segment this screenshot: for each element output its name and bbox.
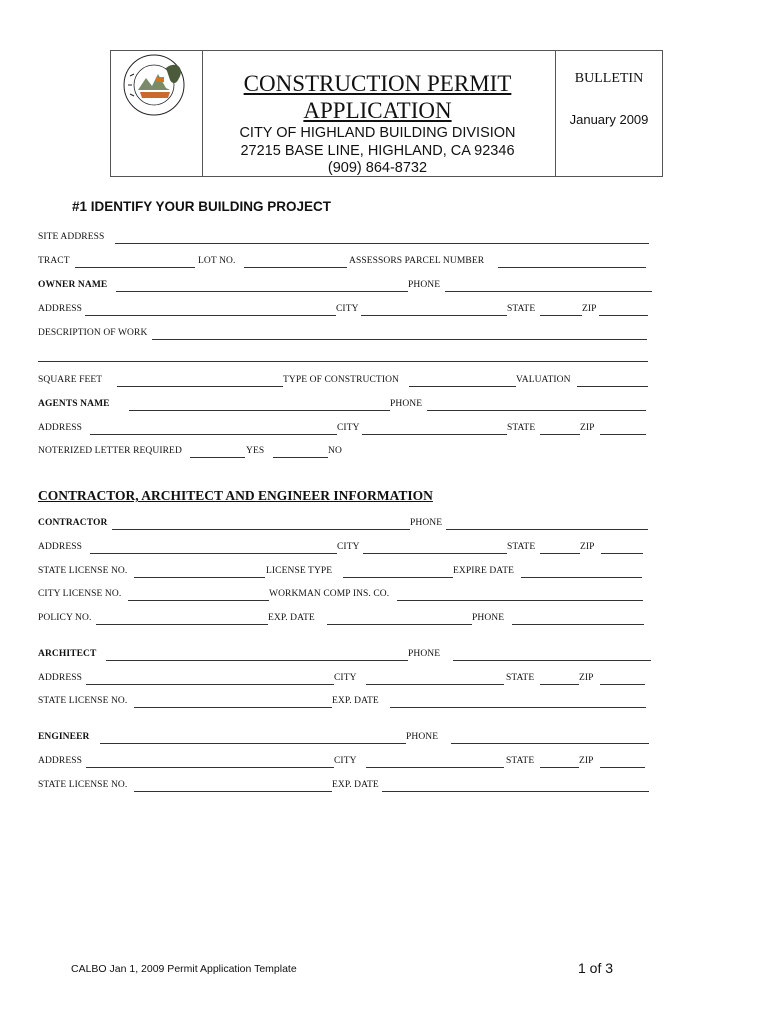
row-owner-name [38,280,658,294]
contractor-label: CONTRACTOR [38,518,108,528]
agent-address-label: ADDRESS [38,423,82,433]
row-tract [38,256,658,270]
row-policy [38,613,658,627]
engineer-license-field[interactable] [134,791,332,792]
architect-zip-field[interactable] [600,684,645,685]
contractor-state-field[interactable] [540,553,580,554]
architect-city-label: CITY [334,673,357,683]
architect-label: ARCHITECT [38,649,97,659]
agent-city-label: CITY [337,423,360,433]
agent-city-field[interactable] [362,434,507,435]
contractor-state-license-field[interactable] [134,577,265,578]
policy-exp-date-field[interactable] [327,624,472,625]
engineer-label: ENGINEER [38,732,90,742]
agents-name-label: AGENTS NAME [38,399,110,409]
engineer-exp-date-field[interactable] [382,791,649,792]
site-address-field[interactable] [115,243,649,244]
noterized-label: NOTERIZED LETTER REQUIRED [38,446,182,456]
owner-city-field[interactable] [361,315,507,316]
org-name: CITY OF HIGHLAND BUILDING DIVISION [239,125,516,141]
contractor-field[interactable] [112,529,410,530]
section2-heading: CONTRACTOR, ARCHITECT AND ENGINEER INFORMATION [38,488,433,503]
tract-label: TRACT [38,256,70,266]
agents-name-field[interactable] [129,410,390,411]
square-feet-field[interactable] [117,386,283,387]
row-site-address [38,232,658,246]
city-license-label: CITY LICENSE NO. [38,589,122,599]
contractor-state-label: STATE [507,542,536,552]
architect-field[interactable] [106,660,408,661]
contractor-city-label: CITY [337,542,360,552]
agent-state-label: STATE [507,423,536,433]
agents-phone-field[interactable] [427,410,646,411]
contractor-phone-field[interactable] [446,529,648,530]
org-phone: (909) 864-8732 [327,160,428,176]
apn-field[interactable] [498,267,646,268]
engineer-phone-field[interactable] [451,743,649,744]
row-architect [38,649,658,663]
engineer-state-field[interactable] [540,767,579,768]
license-type-field[interactable] [343,577,453,578]
lot-no-field[interactable] [244,267,347,268]
contractor-address-label: ADDRESS [38,542,82,552]
policy-exp-date-label: EXP. DATE [268,613,315,623]
agent-state-field[interactable] [540,434,580,435]
noterized-no-field[interactable] [273,457,328,458]
type-construction-label: TYPE OF CONSTRUCTION [283,375,400,385]
bulletin-date: January 2009 [569,112,649,127]
page-number: 1 of 3 [578,960,614,976]
engineer-zip-field[interactable] [600,767,645,768]
engineer-address-field[interactable] [86,767,334,768]
policy-no-label: POLICY NO. [38,613,92,623]
architect-address-field[interactable] [86,684,334,685]
row-contractor-license [38,566,658,580]
valuation-label: VALUATION [516,375,571,385]
architect-city-field[interactable] [366,684,504,685]
agents-phone-label: PHONE [390,399,423,409]
row-engineer [38,732,658,746]
row-agent-address [38,423,658,437]
noterized-yes-field[interactable] [190,457,245,458]
description-label: DESCRIPTION OF WORK [38,328,148,338]
architect-state-label: STATE [506,673,535,683]
type-construction-field[interactable] [409,386,516,387]
license-type-label: LICENSE TYPE [266,566,333,576]
contractor-zip-label: ZIP [580,542,595,552]
site-address-label: SITE ADDRESS [38,232,105,242]
architect-license-label: STATE LICENSE NO. [38,696,128,706]
owner-address-field[interactable] [85,315,336,316]
owner-city-label: CITY [336,304,359,314]
row-engineer-address [38,756,658,770]
architect-zip-label: ZIP [579,673,594,683]
engineer-zip-label: ZIP [579,756,594,766]
owner-zip-label: ZIP [582,304,597,314]
row-architect-address [38,673,658,687]
workman-comp-label: WORKMAN COMP INS. CO. [269,589,390,599]
description-field-line2[interactable] [38,361,648,362]
city-license-field[interactable] [128,600,269,601]
owner-address-label: ADDRESS [38,304,82,314]
row-city-license [38,589,658,603]
architect-license-field[interactable] [134,707,332,708]
engineer-city-label: CITY [334,756,357,766]
contractor-city-field[interactable] [363,553,507,554]
owner-name-field[interactable] [116,291,408,292]
row-engineer-license [38,780,658,794]
expire-date-field[interactable] [521,577,642,578]
owner-zip-field[interactable] [599,315,648,316]
section1-heading: #1 IDENTIFY YOUR BUILDING PROJECT [72,199,332,214]
yes-label: YES [246,446,265,456]
engineer-phone-label: PHONE [406,732,439,742]
org-address: 27215 BASE LINE, HIGHLAND, CA 92346 [240,143,515,159]
apn-label: ASSESSORS PARCEL NUMBER [349,256,485,266]
contractor-phone-label: PHONE [410,518,443,528]
policy-phone-field[interactable] [512,624,644,625]
owner-name-label: OWNER NAME [38,280,108,290]
architect-address-label: ADDRESS [38,673,82,683]
engineer-exp-date-label: EXP. DATE [332,780,379,790]
architect-exp-date-label: EXP. DATE [332,696,379,706]
description-field[interactable] [152,339,647,340]
workman-comp-field[interactable] [397,600,643,601]
row-contractor [38,518,658,532]
row-square-feet [38,375,658,389]
tract-field[interactable] [75,267,195,268]
architect-phone-label: PHONE [408,649,441,659]
contractor-address-field[interactable] [90,553,337,554]
engineer-state-label: STATE [506,756,535,766]
owner-state-field[interactable] [540,315,582,316]
valuation-field[interactable] [577,386,648,387]
bulletin-label: BULLETIN [574,71,644,86]
city-seal-logo [118,50,193,120]
owner-phone-label: PHONE [408,280,441,290]
architect-phone-field[interactable] [453,660,651,661]
policy-phone-label: PHONE [472,613,505,623]
engineer-city-field[interactable] [366,767,504,768]
no-label: NO [328,446,342,456]
row-owner-address [38,304,658,318]
agent-address-field[interactable] [90,434,337,435]
footer-template-note: CALBO Jan 1, 2009 Permit Application Template [71,963,297,975]
row-contractor-address [38,542,658,556]
row-noterized [38,446,658,460]
engineer-license-label: STATE LICENSE NO. [38,780,128,790]
expire-date-label: EXPIRE DATE [453,566,514,576]
architect-state-field[interactable] [540,684,579,685]
policy-no-field[interactable] [96,624,268,625]
row-description [38,328,658,342]
contractor-state-license-label: STATE LICENSE NO. [38,566,128,576]
contractor-zip-field[interactable] [601,553,643,554]
owner-state-label: STATE [507,304,536,314]
lot-no-label: LOT NO. [198,256,236,266]
row-architect-license [38,696,658,710]
agent-zip-field[interactable] [600,434,646,435]
architect-exp-date-field[interactable] [390,707,646,708]
row-agents-name [38,399,658,413]
form-title-line1: CONSTRUCTION PERMIT [243,71,512,96]
agent-zip-label: ZIP [580,423,595,433]
form-title-line2: APPLICATION [303,98,452,123]
square-feet-label: SQUARE FEET [38,375,103,385]
owner-phone-field[interactable] [445,291,652,292]
engineer-field[interactable] [100,743,406,744]
engineer-address-label: ADDRESS [38,756,82,766]
